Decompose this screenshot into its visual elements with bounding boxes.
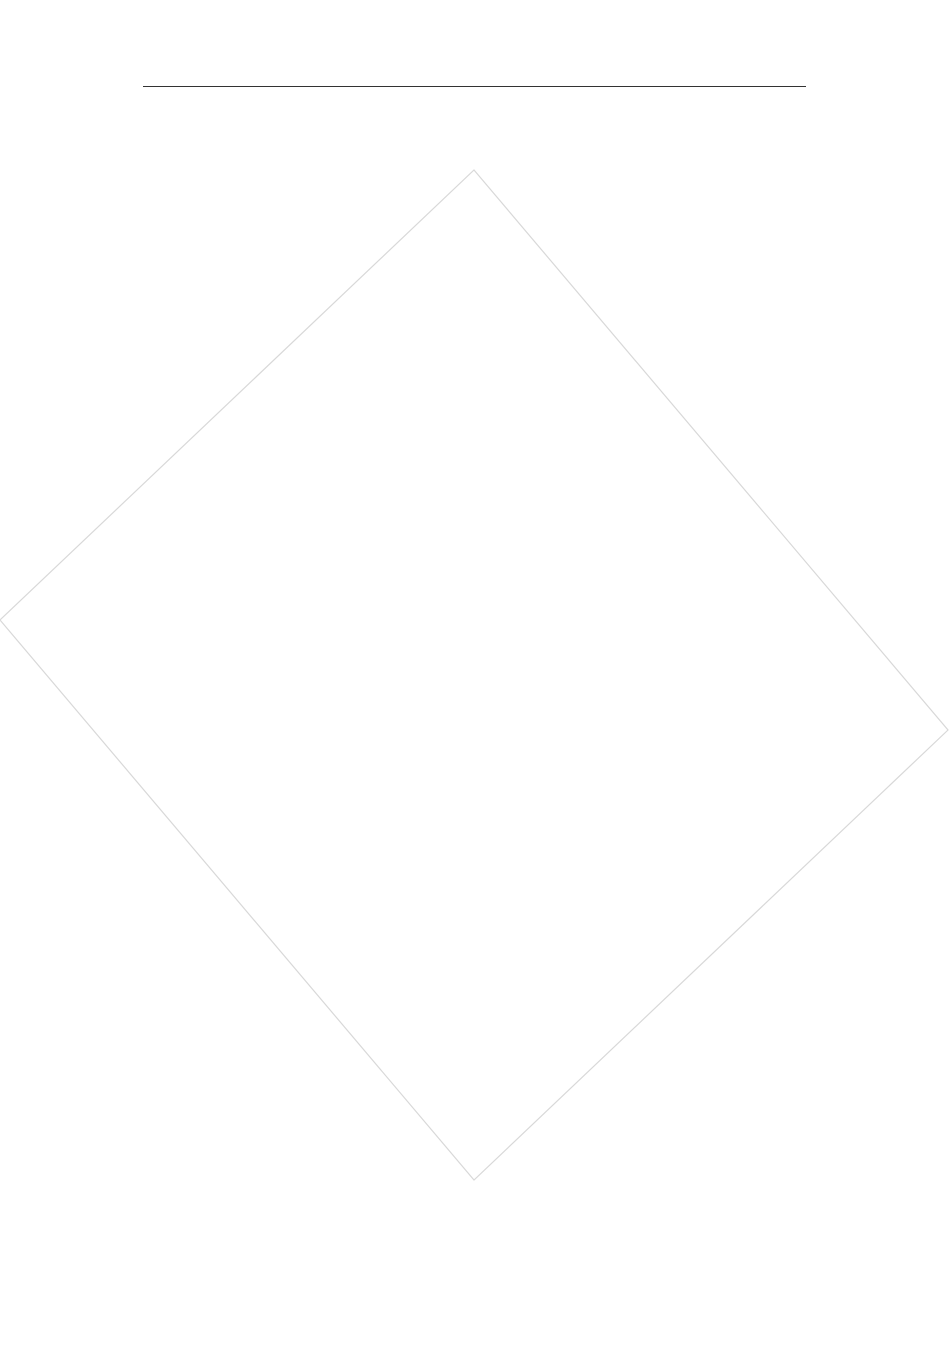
header-rule [143, 86, 806, 87]
